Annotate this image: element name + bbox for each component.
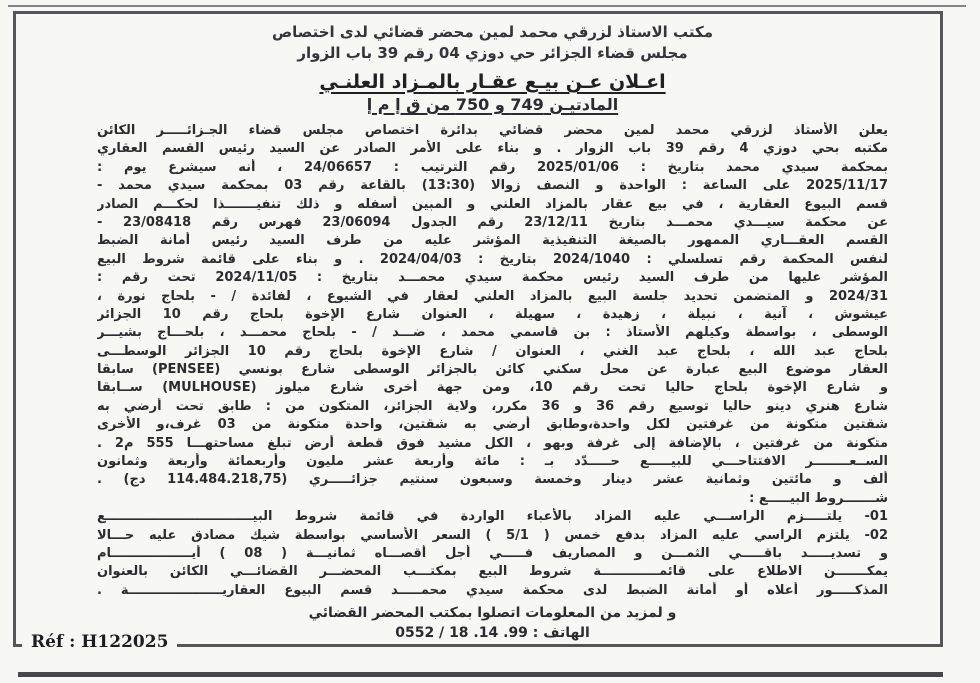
body-line: 2024/31 و المتضمن تحديد جلسة البيع بالمزاد العلني لعقار في الشيوع ، لفائدة / - بلحاج نورة ، <box>97 288 888 304</box>
body-line: 02- يلتزم الراسي عليه المزاد بدفع خمس ( 5/1 ) السعر الأساسي بواسطة شيك مصادق عليه حـــالا <box>97 527 888 543</box>
body-line: يعلن الأستاذ لزرقي محمد لمين محضر قضائي بدائرة اختصاص مجلس قضاء الجـزائـــــر الكائن <box>97 123 888 138</box>
bottom-rule <box>18 672 943 677</box>
body-line: متكونة من غرفتين ، بالإضافة إلى غرفة وبهو ، الكل مشيد فوق قطعة أرض تبلغ مساحتهـــا 555 م2 . <box>97 435 888 451</box>
body-line: الســعــــــــر الافتتاحـــي للبيـــــع حـــــدّد بـ : مائة وأربعة عشر مليون وأربعمائة وأربعة وثمانون <box>97 454 888 470</box>
body-line: يمكـــــــن الاطلاع على قائمـــــــــــــة شروط البيع بمكتـــب المحضـــر القضائـــي الكائن بالعنوان <box>97 564 888 580</box>
body-line: مكتبه بحي دوزي 4 رقم 39 باب الزوار . و بناء على الأمر الصادر عن السيد رئيس القسم العقاري <box>97 141 888 157</box>
body-line: و شارع الإخوة بلحاج حاليا تحت رقم 10، ومن جهة أخرى شارع ميلوز (MULHOUSE) ســابقا <box>97 380 888 396</box>
body-line: عيشوش ، آنية ، نبيلة ، زهيدة ، سهيلة ، العنوان شارع الإخوة بلحاج رقم 10 الجزائر <box>97 306 888 322</box>
body-line: شقتين متكونة من غرفتين لكل واحدة،وطابق أرضي به شقتين، واحدة متكونة من 03 غرف،و الأخرى <box>97 417 888 433</box>
body-line: شـــــــروط البيـــــع : <box>749 490 888 506</box>
body-line: الوسطى ، بواسطة وكيلهم الأستاذ : بن قاسمي محمد ، ضـــد / - بلحاج محمـــد ، بلحـــاج بشيـــر <box>97 325 888 341</box>
document-content <box>97 14 888 643</box>
body-line: المذكـــــور أعلاه أو أمانة الضبط لدى محكمة سيدي محمـــــد قسم البيوع العقاريـــــــــــــــــــــة . <box>97 582 888 598</box>
body-line: لنفس المحكمة رقم تسلسلي : 2024/1040 بتاريخ : 2024/04/03 . و بناء على قائمة شروط البيع <box>97 251 888 267</box>
body-line: 2025/11/17 على الساعة : الواحدة و النصف زوالا (13:30) بالقاعة رقم 03 بمحكمة سيدي محمد - <box>97 178 888 194</box>
body-line: شارع هنري دينو حاليا توسيع رقم 36 و 36 مكرر، ولاية الجزائر، المتكون من : طابق تحت أرضي به <box>97 398 888 414</box>
body-line: بلحاج عبد الله ، بلحاج عبد الغني ، العنوان / شارع الإخوة بلحاج رقم 10 الجزائر الوسطـــى <box>97 343 888 359</box>
contact-note: و لمزيد من المعلومات اتصلوا بمكتب المحضر القضائي <box>308 605 677 622</box>
body-line: قسم البيوع العقارية ، في بيع عقار بالمزاد العلني و المبين أسفله و ذلك تنفيـــــــذا لحكـــم الصادر <box>97 196 888 212</box>
body-lines <box>97 122 888 600</box>
legal-articles-subtitle: المادتيـن 749 و 750 من ق إ م إ <box>366 95 619 114</box>
body-line: بمحكمة سيدي محمد بتاريخ : 2025/01/06 رقم الترتيب : 24/06657 ، أنه سيشرع يوم : <box>97 159 888 175</box>
outer-top-rule <box>8 5 966 7</box>
phone-number: الهاتف : 99. 14. 18 / 0552 <box>395 625 590 642</box>
body-line: عن محكمة سيـــدي محمـــد بتاريخ 23/12/11 رقم الجدول 23/06094 فهرس رقم 23/08418 - <box>97 214 888 230</box>
body-line: المؤشر عليها من طرف السيد رئيس محكمة سيدي محمـــد بتاريخ : 2024/11/05 تحت رقم : <box>97 270 888 286</box>
announcement-title: اعـلان عـن بيـع عقـار بالمـزاد العلنـي <box>319 71 666 93</box>
body-line: ألف و مائتين وثمانية عشر دينار وخمسة وسبعون سنتيم جزائـــــري (114.484.218,75 دج) . <box>97 472 888 488</box>
body-line: العقار موضوع البيع عبارة عن محل سكني كائن بالجزائر الوسطى شارع بونسي (PENSEE) سابقا <box>97 362 888 378</box>
office-header-line2: مجلس قضاء الجزائر حي دوزي 04 رقم 39 باب الزوار <box>297 44 688 62</box>
body-line: 01- يلتـــــزم الراســـي عليه المزاد بالأعباء الواردة في قائمة شروط البيـــــــــــــــــــــــــــــــــع <box>97 509 888 525</box>
body-line: و تسديـــــد باقـــــي الثمـــن و المصاريف فـــــي أجل أقصـــاه ثمانيـــة ( 08 ) أيــــــــــــــــــام <box>97 545 888 561</box>
reference-label: Réf : H122025 <box>22 632 177 652</box>
office-header-line1: مكتب الاستاذ لزرقي محمد لمين محضر قضائي لدى اختصاص <box>272 23 713 41</box>
body-line: القسم العقـــاري الممهور بالصيغة التنفيذية المؤشر عليه من طرف السيد رئيس أمانة الضبط <box>97 233 888 249</box>
